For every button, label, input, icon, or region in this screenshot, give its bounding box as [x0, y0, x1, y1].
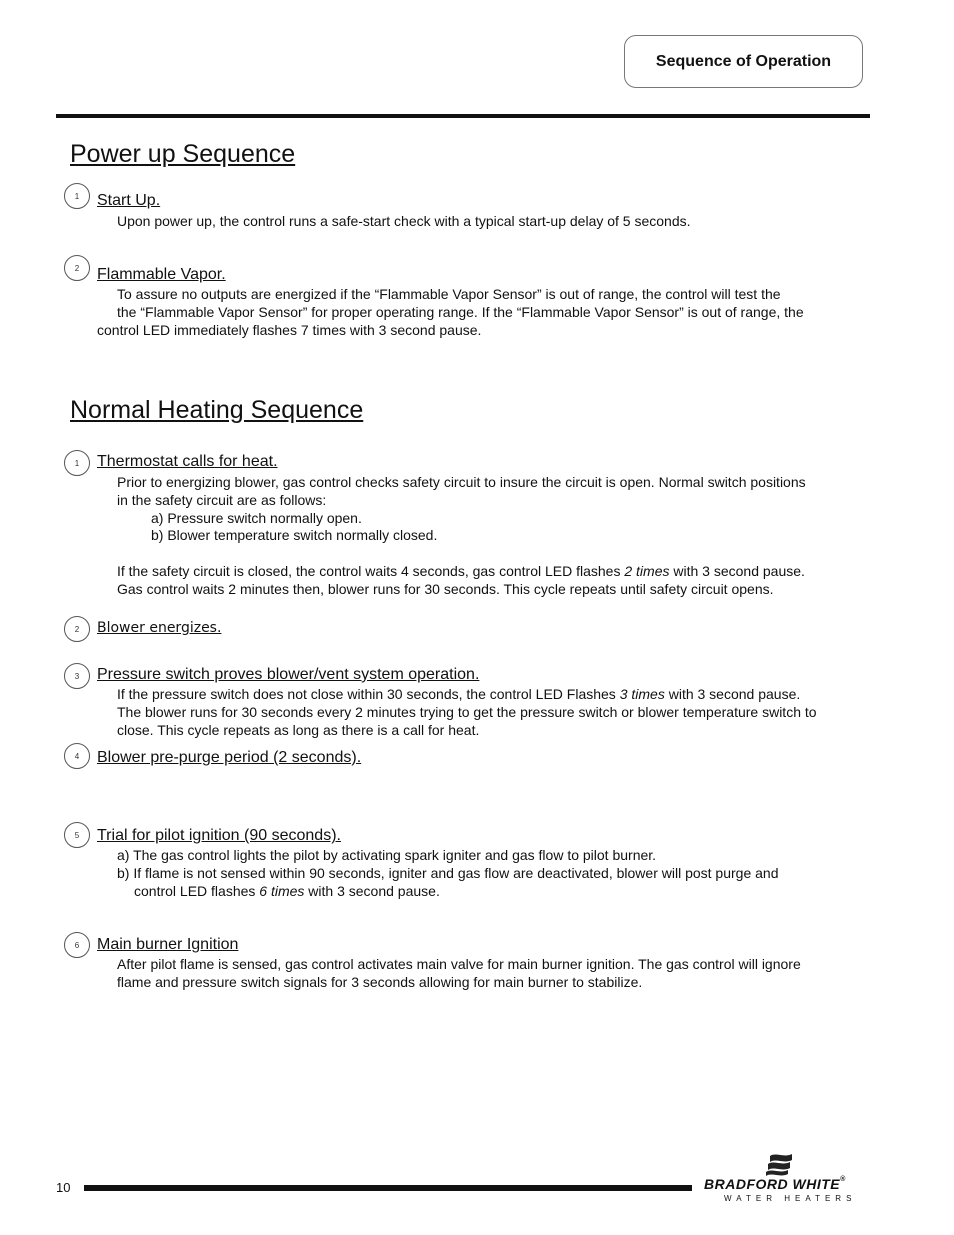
step-number-badge: 2: [64, 616, 90, 642]
page-number: 10: [56, 1180, 71, 1195]
bottom-divider: [84, 1185, 692, 1191]
brand-logo: BRADFORD WHITE®: [704, 1176, 846, 1192]
step-text: After pilot flame is sensed, gas control activates main valve for main burner ignition. The gas control will ignore: [117, 956, 801, 972]
brand-tagline: WATER HEATERS: [724, 1194, 857, 1203]
step-text: control LED immediately flashes 7 times with 3 second pause.: [97, 322, 482, 338]
section-tab: [624, 35, 863, 88]
step-title-pre-purge: Blower pre-purge period (2 seconds).: [97, 749, 362, 766]
step-number-badge: 3: [64, 663, 90, 689]
step-text: b) If flame is not sensed within 90 seconds, igniter and gas flow are deactivated, blower will post purge and: [117, 865, 779, 881]
step-subitem: b) Blower temperature switch normally closed.: [151, 527, 438, 543]
top-divider: [56, 114, 870, 118]
section-tab-label: Sequence of Operation: [655, 52, 832, 70]
step-title-blower-energizes: Blower energizes.: [97, 620, 222, 636]
step-title-thermostat: Thermostat calls for heat.: [97, 453, 278, 470]
step-title-main-burner: Main burner Ignition: [97, 936, 239, 953]
step-text: Gas control waits 2 minutes then, blower runs for 30 seconds. This cycle repeats until safety circuit opens.: [117, 581, 774, 597]
step-title-pilot-ignition: Trial for pilot ignition (90 seconds).: [97, 827, 341, 844]
step-number-badge: 2: [64, 255, 90, 281]
step-text: If the safety circuit is closed, the control waits 4 seconds, gas control LED flashes 2 times with 3 second pause.: [117, 563, 805, 579]
flag-logo-icon: [762, 1152, 798, 1178]
step-number-badge: 5: [64, 822, 90, 848]
step-title-flammable-vapor: Flammable Vapor.: [97, 266, 226, 283]
step-text: If the pressure switch does not close within 30 seconds, the control LED Flashes 3 times with 3 second pause.: [117, 686, 801, 702]
step-number-badge: 1: [64, 450, 90, 476]
step-number-badge: 6: [64, 932, 90, 958]
step-number-badge: 4: [64, 743, 90, 769]
step-text: To assure no outputs are energized if the “Flammable Vapor Sensor” is out of range, the control will test the: [117, 286, 781, 302]
step-text: flame and pressure switch signals for 3 seconds allowing for main burner to stabilize.: [117, 974, 643, 990]
step-subitem: a) Pressure switch normally open.: [151, 510, 362, 526]
step-title-start-up: Start Up.: [97, 192, 161, 209]
step-text: a) The gas control lights the pilot by activating spark igniter and gas flow to pilot burner.: [117, 847, 657, 863]
step-text: close. This cycle repeats as long as there is a call for heat.: [117, 722, 480, 738]
step-text: Upon power up, the control runs a safe-start check with a typical start-up delay of 5 seconds.: [117, 213, 691, 229]
step-text: The blower runs for 30 seconds every 2 minutes trying to get the pressure switch or blower temperature switch to: [117, 704, 817, 720]
step-text: the “Flammable Vapor Sensor” for proper operating range. If the “Flammable Vapor Sensor” is out of range, the: [117, 304, 804, 320]
step-number-badge: 1: [64, 183, 90, 209]
normal-heating-heading: Normal Heating Sequence: [70, 396, 364, 424]
step-text: control LED flashes 6 times with 3 second pause.: [134, 883, 440, 899]
power-up-heading: Power up Sequence: [70, 140, 296, 168]
step-title-pressure-switch: Pressure switch proves blower/vent system operation.: [97, 666, 480, 683]
step-text: in the safety circuit are as follows:: [117, 492, 327, 508]
step-text: Prior to energizing blower, gas control checks safety circuit to insure the circuit is open. Normal switch positions: [117, 474, 806, 490]
